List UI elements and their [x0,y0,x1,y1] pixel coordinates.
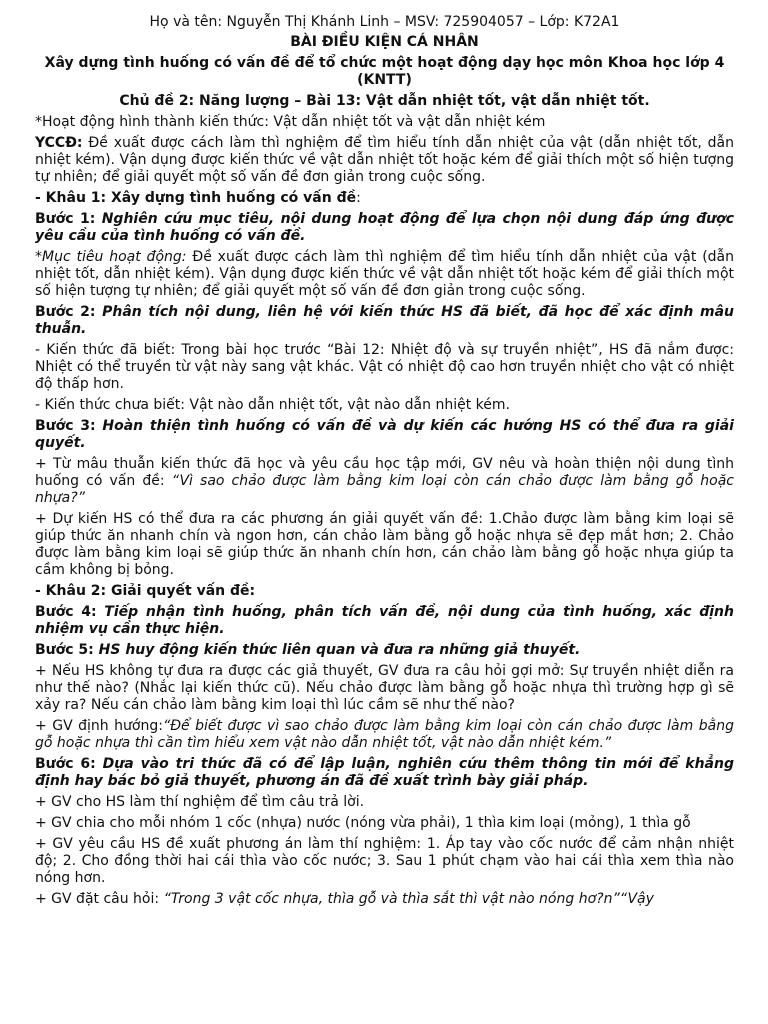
khau1-heading [35,190,734,207]
buoc4-label: Bước 4: [35,604,105,620]
orientation-text: “Để biết được vì sao chảo được làm bằng kim loại còn cán chảo được làm bằng gỗ hoặc nhựa thì cần tìm hiểu xem vật nào dẫn nhiệt tốt, vật nào dẫn nhiệt kém.” [35,718,734,751]
yccd-paragraph [35,135,734,186]
document-subtitle: Xây dựng tình huống có vấn đề để tổ chức một hoạt động dạy học môn Khoa học lớp 4 (KNTT) [44,55,725,88]
buoc3-label: Bước 3: [35,418,103,434]
known-knowledge: - Kiến thức đã biết: Trong bài học trước “Bài 12: Nhiệt độ và sự truyền nhiệt”, HS đã nắm được: Nhiệt có thể truyền từ vật này sang vật khác. Vật có nhiệt độ cao hơn truyền nhiệt cho vật có nhiệt độ thấp hơn. [35,342,734,392]
khau2-heading: - Khâu 2: Giải quyết vấn đề: [35,583,256,599]
situation-question: “Vì sao chảo được làm bằng kim loại còn cán chảo được làm bằng gỗ hoặc nhựa?” [35,473,734,506]
buoc1-text: Nghiên cứu mục tiêu, nội dung hoạt động để lựa chọn nội dung đáp ứng được yêu cầu của tình huống có vấn đề. [35,211,734,244]
buoc2-text: Phân tích nội dung, liên hệ với kiến thức HS đã biết, đã học để xác định mâu thuẫn. [35,304,734,337]
buoc4-text: Tiếp nhận tình huống, phân tích vấn đề, nội dung của tình huống, xác định nhiệm vụ cần thực hiện. [35,604,734,637]
muc-tieu-paragraph [35,249,734,300]
buoc1-label: Bước 1: [35,211,102,227]
step-procedure: + GV yêu cầu HS đề xuất phương án làm thí nghiệm: 1. Áp tay vào cốc nước để cảm nhận nhiệt độ; 2. Cho đồng thời hai cái thìa vào cốc nước; 3. Sau 1 phút chạm vào hai cái thìa xem thìa nào nóng hơn. [35,836,734,886]
buoc3-paragraph [35,418,734,452]
question-label: + GV đặt câu hỏi: [35,891,164,907]
situation-intro: + Từ mâu thuẫn kiến thức đã học và yêu cầu học tập mới, GV nêu và hoàn thiện nội dung tình huống có vấn đề: [35,456,734,489]
topic-title: Chủ đề 2: Năng lượng – Bài 13: Vật dẫn nhiệt tốt, vật dẫn nhiệt tốt. [119,93,650,109]
buoc1-paragraph [35,211,734,245]
unknown-knowledge: - Kiến thức chưa biết: Vật nào dẫn nhiệt tốt, vật nào dẫn nhiệt kém. [35,397,510,413]
buoc3-text: Hoàn thiện tình huống có vấn đề và dự kiến các hướng HS có thể đưa ra giải quyết. [35,418,734,451]
step-experiment: + GV cho HS làm thí nghiệm để tìm câu trả lời. [35,794,365,810]
buoc2-paragraph [35,304,734,338]
muc-tieu-text: Đề xuất được cách làm thì nghiệm để tìm hiểu tính dẫn nhiệt của vật (dẫn nhiệt tốt, dẫn nhiệt kém). Vận dụng được kiến thức về vật dẫn nhiệt tốt hoặc kém để giải thích một số hiện tượng tự nhiên; để giải quyết một số vấn đề đơn giản trong cuộc sống. [35,249,734,299]
orientation-paragraph [35,718,734,752]
buoc2-label: Bước 2: [35,304,103,320]
orientation-label: + GV định hướng: [35,718,163,734]
yccd-text: Đề xuất được cách làm thì nghiệm để tìm hiểu tính dẫn nhiệt của vật (dẫn nhiệt tốt, dẫn nhiệt kém). Vận dụng được kiến thức về vật dẫn nhiệt tốt hoặc kém để giải thích một số hiện tượng tự nhiên; để giải quyết một số vấn đề đơn giản trong cuộc sống. [35,135,734,185]
activity-line: *Hoạt động hình thành kiến thức: Vật dẫn nhiệt tốt và vật dẫn nhiệt kém [35,114,546,130]
khau1-heading-text: - Khâu 1: Xây dựng tình huống có vấn đề [35,190,357,206]
expected-solutions: + Dự kiến HS có thể đưa ra các phương án giải quyết vấn đề: 1.Chảo được làm bằng kim loại sẽ giúp thức ăn nhanh chín và ngon hơn, cán chảo làm bằng gỗ hoặc nhựa sẽ đẹp mắt hơn; 2. Chảo được làm bằng kim loại sẽ giúp thức ăn nhanh chín hơn, cán chảo làm bằng gỗ hoặc nhựa giúp ta cầm không bị bỏng. [35,511,734,578]
buoc5-paragraph [35,642,734,659]
hint-paragraph: + Nếu HS không tự đưa ra được các giả thuyết, GV đưa ra câu hỏi gợi mở: Sự truyền nhiệt diễn ra như thế nào? (Nhắc lại kiến thức cũ). Nếu chảo được làm bằng gỗ hoặc nhựa thì trường hợp gì sẽ xảy ra? Nếu cán chảo làm bằng kim loại thì lúc cầm sẽ như thế nào? [35,663,734,713]
yccd-label: YCCĐ: [35,135,83,151]
document-title: BÀI ĐIỀU KIỆN CÁ NHÂN [290,34,479,50]
muc-tieu-label: *Mục tiêu hoạt động: [35,249,187,265]
buoc4-paragraph [35,604,734,638]
step-materials: + GV chia cho mỗi nhóm 1 cốc (nhựa) nước (nóng vừa phải), 1 thìa kim loại (mỏng), 1 thìa gỗ [35,815,691,831]
buoc5-text: HS huy động kiến thức liên quan và đưa ra những giả thuyết. [98,642,581,658]
buoc6-paragraph [35,756,734,790]
buoc6-text: Dựa vào tri thức đã có để lập luận, nghiên cứu thêm thông tin mới để khẳng định hay bác bỏ giả thuyết, phương án đã đề xuất trình bày giải pháp. [35,756,734,789]
buoc5-label: Bước 5: [35,642,99,658]
student-info-line: Họ và tên: Nguyễn Thị Khánh Linh – MSV: 725904057 – Lớp: K72A1 [149,14,620,30]
question-text: “Trong 3 vật cốc nhựa, thìa gỗ và thìa sắt thì vật nào nóng hơ?n”“Vậy [163,891,654,907]
buoc6-label: Bước 6: [35,756,103,772]
situation-paragraph [35,456,734,507]
khau1-heading-suffix: : [356,190,361,206]
step-question [35,891,734,908]
